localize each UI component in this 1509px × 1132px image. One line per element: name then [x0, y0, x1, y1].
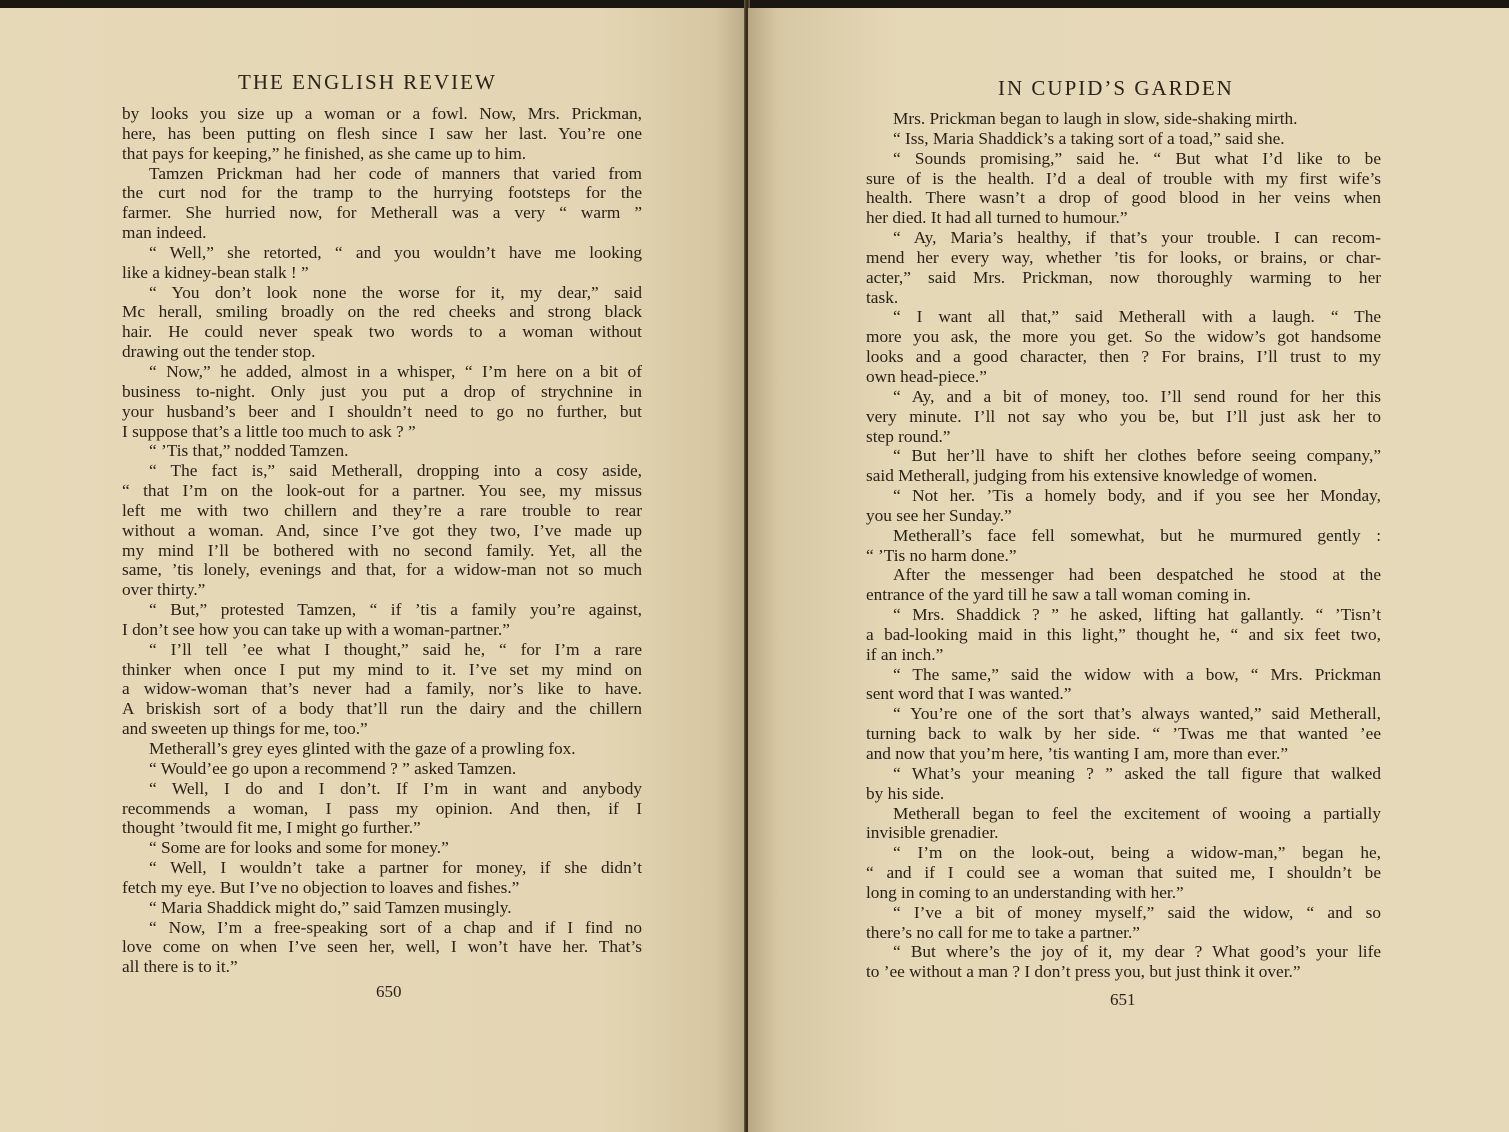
text-line: there’s no call for me to take a partner.” [866, 922, 1140, 942]
text-line: that pays for keeping,” he finished, as she came up to him. [122, 143, 527, 163]
text-line: “ that I’m on the look-out for a partner. You see, my missus [122, 481, 642, 501]
text-line: you see her Sunday.” [866, 505, 1012, 525]
page-number: 651 [1110, 990, 1136, 1009]
left-page [0, 8, 746, 1132]
text-line: step round.” [866, 426, 951, 446]
running-head: IN CUPID’S GARDEN [998, 76, 1234, 100]
text-line: “ Mrs. Shaddick ? ” he asked, lifting hat gallantly. “ ’Tisn’t [893, 605, 1381, 625]
text-line: “ Now, I’m a free-speaking sort of a chap and if I find no [149, 917, 642, 937]
text-line: After the messenger had been despatched he stood at the [893, 565, 1381, 585]
text-line: fetch my eye. But I’ve no objection to loaves and fishes.” [122, 877, 520, 897]
text-line: invisible grenadier. [866, 823, 999, 843]
text-line: like a kidney-bean stalk ! ” [122, 262, 309, 282]
text-line: Mc herall, smiling broadly on the red cheeks and strong black [122, 302, 642, 322]
text-line: “ Ay, Maria’s healthy, if that’s your trouble. I can recom- [893, 228, 1381, 248]
text-line: by his side. [866, 783, 945, 803]
body-text [122, 104, 642, 977]
text-line: turning back to walk by her side. “ ’Twas me that wanted ’ee [866, 724, 1381, 744]
text-line: “ Well,” she retorted, “ and you wouldn’t have me looking [149, 242, 642, 262]
text-line: “ Not her. ’Tis a homely body, and if you see her Monday, [893, 486, 1381, 506]
text-line: man indeed. [122, 223, 207, 243]
text-line: here, has been putting on flesh since I saw her last. You’re one [122, 123, 642, 143]
text-line: “ Well, I do and I don’t. If I’m in want and anybody [149, 778, 642, 798]
text-line: and sweeten up things for me, too.” [122, 719, 368, 739]
text-line: without a woman. And, since I’ve got they two, I’ve made up [122, 520, 642, 540]
text-line: “ and if I could see a woman that suited me, I shouldn’t be [866, 863, 1381, 883]
text-line: health. There wasn’t a drop of good blood in her veins when [866, 188, 1381, 208]
text-line: “ I’ve a bit of money myself,” said the widow, “ and so [893, 902, 1381, 922]
text-line: A briskish sort of a body that’ll run the dairy and the chillern [122, 699, 642, 719]
text-line: “ Well, I wouldn’t take a partner for money, if she didn’t [149, 858, 642, 878]
text-line: sure of is the health. I’d a deal of trouble with my first wife’s [866, 168, 1381, 188]
text-line: by looks you size up a woman or a fowl. Now, Mrs. Prickman, [122, 104, 642, 123]
text-line: I don’t see how you can take up with a woman-partner.” [122, 619, 510, 639]
text-line: a widow-woman that’s never had a family, nor’s like to have. [122, 679, 642, 699]
text-line: Tamzen Prickman had her code of manners that varied from [149, 163, 642, 183]
text-line: her died. It had all turned to humour.” [866, 208, 1128, 228]
text-line: “ Ay, and a bit of money, too. I’ll send round for her this [893, 386, 1381, 406]
text-line: if an inch.” [866, 644, 944, 664]
text-line: a bad-looking maid in this light,” thought he, “ and six feet two, [866, 624, 1381, 644]
text-line: “ ’Tis that,” nodded Tamzen. [149, 441, 349, 461]
right-page [748, 8, 1509, 1132]
text-line: more you ask, the more you get. So the widow’s got handsome [866, 327, 1381, 347]
text-line: “ What’s your meaning ? ” asked the tall figure that walked [893, 763, 1381, 783]
text-line: recommends a woman, I pass my opinion. And then, if I [122, 798, 642, 818]
text-line: Metherall’s grey eyes glinted with the gaze of a prowling fox. [149, 739, 576, 758]
text-line: business to-night. Only just you put a drop of strychnine in [122, 381, 642, 401]
running-head: THE ENGLISH REVIEW [238, 70, 497, 94]
text-line: my mind I’ll be bothered with no second family. Yet, all the [122, 540, 642, 560]
text-line: farmer. She hurried now, for Metherall was a very “ warm ” [122, 203, 642, 223]
text-line: the curt nod for the tramp to the hurrying footsteps for the [122, 183, 642, 203]
text-line: “ You don’t look none the worse for it, my dear,” said [149, 282, 642, 302]
text-line: your husband’s beer and I shouldn’t need to go no further, but [122, 401, 642, 421]
text-line: “ But where’s the joy of it, my dear ? What good’s your life [893, 942, 1381, 962]
text-line: “ Now,” he added, almost in a whisper, “ I’m here on a bit of [149, 361, 642, 381]
text-line: and now that you’m here, ’tis wanting I am, more than ever.” [866, 744, 1288, 763]
text-line: Metherall’s face fell somewhat, but he murmured gently : [893, 525, 1381, 545]
body-text [866, 109, 1381, 982]
text-line: “ I want all that,” said Metherall with a laugh. “ The [893, 307, 1381, 327]
text-line: sent word that I was wanted.” [866, 684, 1072, 704]
text-line: entrance of the yard till he saw a tall woman coming in. [866, 585, 1251, 605]
text-line: “ Some are for looks and some for money.” [149, 838, 449, 858]
text-line: I suppose that’s a little too much to ask ? ” [122, 421, 416, 441]
text-line: “ I’ll tell ’ee what I thought,” said he, “ for I’m a rare [149, 639, 642, 659]
page-number: 650 [376, 982, 402, 1001]
text-line: “ Maria Shaddick might do,” said Tamzen musingly. [149, 897, 512, 917]
text-line: looks and a good character, then ? For brains, I’ll trust to my [866, 347, 1381, 367]
text-line: acter,” said Mrs. Prickman, now thoroughly warming to her [866, 267, 1381, 287]
text-line: own head-piece.” [866, 366, 987, 386]
text-line: drawing out the tender stop. [122, 342, 316, 362]
text-line: Mrs. Prickman began to laugh in slow, side-shaking mirth. [893, 109, 1298, 128]
text-line: very minute. I’ll not say who you be, but I’ll just ask her to [866, 406, 1381, 426]
text-line: “ The same,” said the widow with a bow, “ Mrs. Prickman [893, 664, 1381, 684]
text-line: “ Iss, Maria Shaddick’s a taking sort of a toad,” said she. [893, 128, 1285, 148]
text-line: “ ’Tis no harm done.” [866, 545, 1017, 565]
text-line: long in coming to an understanding with her.” [866, 882, 1184, 902]
text-line: Metherall began to feel the excitement of wooing a partially [893, 803, 1381, 823]
text-line: “ But her’ll have to shift her clothes before seeing company,” [893, 446, 1381, 466]
text-line: to ’ee without a man ? I don’t press you, but just think it over.” [866, 962, 1301, 982]
text-line: thought ’twould fit me, I might go further.” [122, 818, 421, 838]
text-line: over thirty.” [122, 580, 206, 600]
text-line: “ I’m on the look-out, being a widow-man,” began he, [893, 843, 1381, 863]
text-line: “ You’re one of the sort that’s always wanted,” said Metherall, [893, 704, 1381, 724]
text-line: mend her every way, whether ’tis for looks, or brains, or char- [866, 247, 1381, 267]
text-line: “ Sounds promising,” said he. “ But what I’d like to be [893, 148, 1381, 168]
text-line: all there is to it.” [122, 957, 238, 977]
text-line: left me with two chillern and they’re a rare trouble to rear [122, 500, 642, 520]
text-line: “ Would’ee go upon a recommend ? ” asked Tamzen. [149, 758, 517, 778]
text-line: said Metherall, judging from his extensive knowledge of women. [866, 466, 1318, 486]
text-line: “ The fact is,” said Metherall, dropping into a cosy aside, [149, 461, 642, 481]
text-line: love come on when I’ve seen her, well, I won’t have her. That’s [122, 937, 642, 957]
text-line: “ But,” protested Tamzen, “ if ’tis a family you’re against, [149, 600, 642, 620]
text-line: same, ’tis lonely, evenings and that, for a widow-man not so much [122, 560, 642, 580]
text-line: hair. He could never speak two words to a woman without [122, 322, 642, 342]
text-line: task. [866, 287, 899, 307]
text-line: thinker when once I put my mind to it. I’ve set my mind on [122, 659, 642, 679]
